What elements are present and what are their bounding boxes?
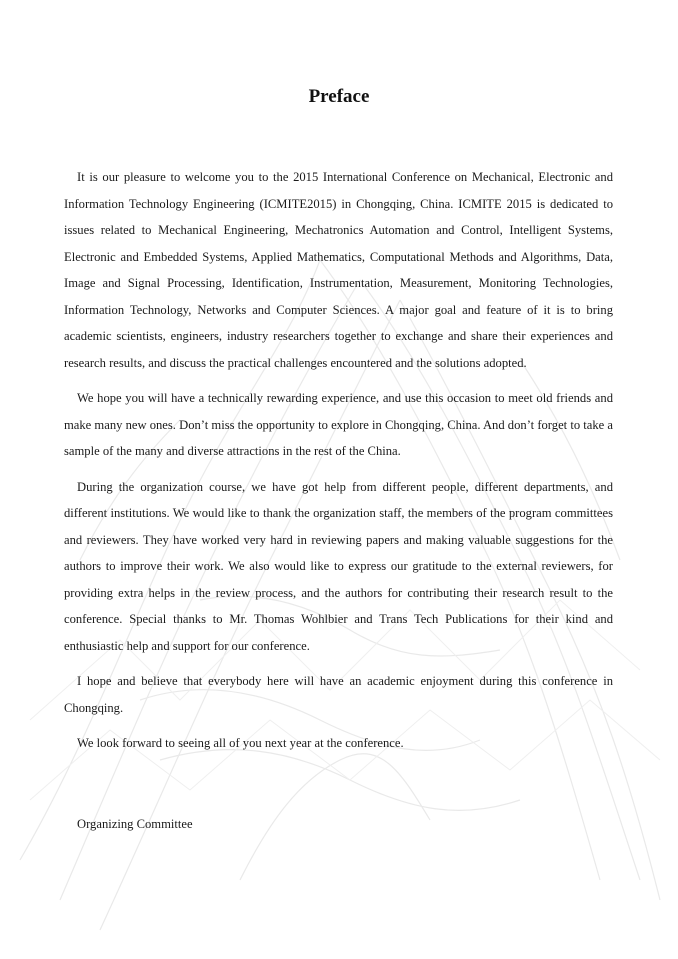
paragraph-welcome: It is our pleasure to welcome you to the 2015 International Conference on Mechanical, Electronic and Information Technology Engineering (ICMITE2015) in Chongqing, China. ICMITE 2015 is dedicated to issues related to Mechanical Engineering, Mechatronics Automation and Control, Intelligent Systems, Electronic and Embedded Systems, Applied Mathematics, Computational Methods and Algorithms, Data, Image and Signal Processing, Identification, Instrumentation, Measurement, Monitoring Technologies, Information Technology, Networks and Computer Sciences. A major goal and feature of it is to bring academic scientists, engineers, industry researchers together to exchange and share their experiences and research results, and discuss the practical challenges encountered and the solutions adopted. [64, 170, 613, 370]
paragraph-acknowledgements: During the organization course, we have got help from different people, different departments, and different institutions. We would like to thank the organization staff, the members of the program committees and reviewers. They have worked very hard in reviewing papers and making valuable suggestions for the authors to improve their work. We also would like to express our gratitude to the external reviewers, for providing extra helps in the review process, and the authors for contributing their research result to the conference. Special thanks to Mr. Thomas Wohlbier and Trans Tech Publications for their kind and enthusiastic help and support for our conference. [64, 479, 613, 653]
page-title: Preface [308, 86, 370, 107]
signature: Organizing Committee [77, 817, 193, 831]
paragraph-enjoyment: I hope and believe that everybody here will have an academic enjoyment during this conference in Chongqing. [64, 674, 613, 715]
preface-body [64, 164, 613, 766]
paragraph-experience: We hope you will have a technically rewarding experience, and use this occasion to meet old friends and make many new ones. Don’t miss the opportunity to explore in Chongqing, China. And don’t forget to take a sample of the many and diverse attractions in the rest of the China. [64, 391, 613, 458]
paragraph-closing: We look forward to seeing all of you next year at the conference. [77, 736, 404, 750]
